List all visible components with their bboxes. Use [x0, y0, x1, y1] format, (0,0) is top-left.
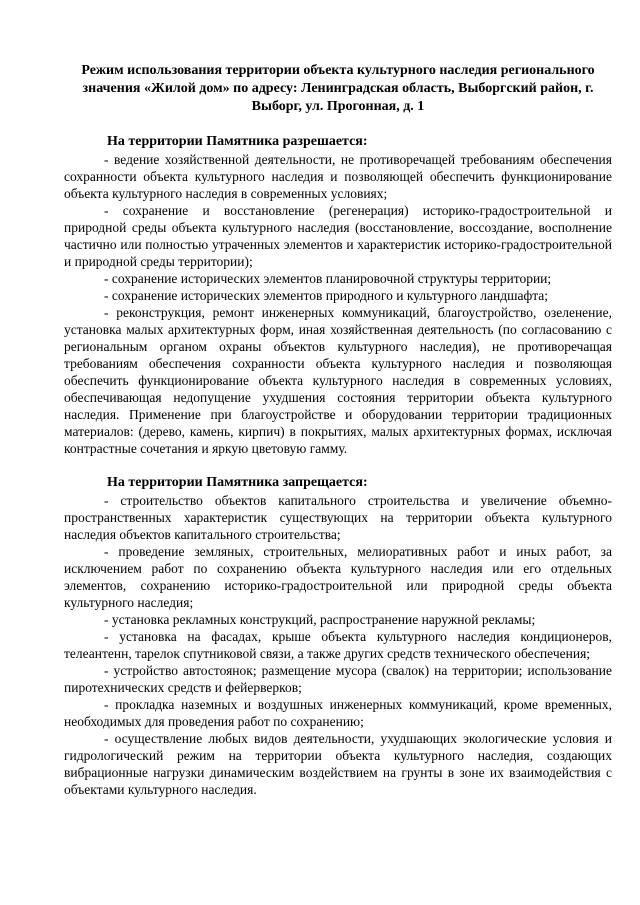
allowed-item: - реконструкция, ремонт инженерных коммуникаций, благоустройство, озеленение, установка малых архитектурных форм, иная хозяйственная деятельность (по согласованию с региональным органом охраны объектов культурного наследия), не противоречащая требованиям обеспечения сохранности объекта культурного наследия и позволяющая обеспечить функционирование объекта культурного наследия в современных условиях, обеспечивающая недопущение ухудшения состояния территории объекта культурного наследия. Применение при благоустройстве и оборудовании территории традиционных материалов: (дерево, камень, кирпич) в покрытиях, малых архитектурных формах, исключая контрастные сочетания и яркую цветовую гамму. [64, 305, 612, 456]
allowed-item: - ведение хозяйственной деятельности, не противоречащей требованиям обеспечения сохранности объекта культурного наследия и позволяющей обеспечить функционирование объекта культурного наследия в современных условиях; [64, 152, 612, 201]
prohibited-item: - проведение земляных, строительных, мелиоративных работ и иных работ, за исключением работ по сохранению объекта культурного наследия или его отдельных элементов, сохранению историко-градостроительной или природной среды объекта культурного наследия; [64, 544, 612, 610]
prohibited-item: - прокладка наземных и воздушных инженерных коммуникаций, кроме временных, необходимых для проведения работ по сохранению; [64, 697, 612, 729]
allowed-section [64, 133, 612, 457]
section-gap [64, 457, 612, 474]
allowed-item: - сохранение исторических элементов планировочной структуры территории; [104, 271, 552, 286]
allowed-item: - сохранение исторических элементов природного и культурного ландшафта; [104, 288, 549, 303]
document-title: Режим использования территории объекта культурного наследия регионального значения «Жилой дом» по адресу: Ленинградская область, Выборгский район, г. Выборг, ул. Прогонная, д. 1 [81, 63, 595, 114]
prohibited-section [64, 474, 612, 798]
allowed-item: - сохранение и восстановление (регенерация) историко-градостроительной и природной среды объекта культурного наследия (восстановление, воссоздание, восполнение частично или полностью утраченных элементов и характеристик историко-градостроительной и природной среды территории); [64, 203, 612, 269]
prohibited-item: - устройство автостоянок; размещение мусора (свалок) на территории; использование пиротехнических средств и фейерверков; [64, 663, 612, 695]
allowed-heading: На территории Памятника разрешается: [107, 134, 368, 149]
prohibited-item: - установка рекламных конструкций, распространение наружной рекламы; [104, 612, 536, 627]
prohibited-item: - строительство объектов капитального строительства и увеличение объемно-пространственных характеристик существующих на территории объекта культурного наследия объектов капитального строительства; [64, 493, 612, 542]
prohibited-item: - осуществление любых видов деятельности, ухудшающих экологические условия и гидрологический режим на территории объекта культурного наследия, создающих вибрационные нагрузки динамическим воздействием на грунты в зоне их взаимодействия с объектами культурного наследия. [64, 731, 612, 797]
prohibited-heading: На территории Памятника запрещается: [107, 475, 368, 490]
prohibited-item: - установка на фасадах, крыше объекта культурного наследия кондиционеров, телеантенн, тарелок спутниковой связи, а также других средств технического обеспечения; [64, 629, 612, 661]
